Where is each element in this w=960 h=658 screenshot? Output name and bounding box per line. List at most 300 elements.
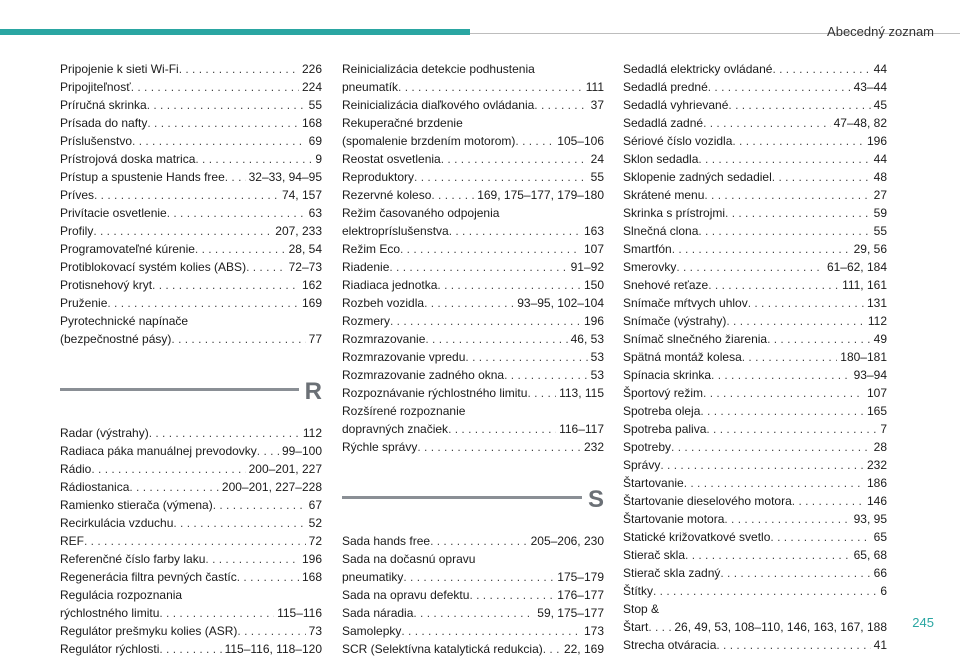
index-entry (623, 348, 887, 366)
index-entry (60, 204, 322, 222)
page-reference[interactable]: 196 (583, 314, 604, 328)
index-term: Sedadlá predné (623, 80, 708, 94)
page-reference[interactable]: 207, 233 (275, 224, 322, 238)
dot-leader (648, 618, 671, 636)
index-entry-line (342, 150, 604, 168)
page-reference[interactable]: 7 (880, 422, 887, 436)
index-entry-line (342, 96, 604, 114)
page-reference[interactable]: 59 (873, 206, 887, 220)
dot-leader (94, 186, 279, 204)
index-term: Sklopenie zadných sedadiel (623, 170, 772, 184)
index-entry (623, 636, 887, 654)
index-entry-line (623, 240, 887, 258)
index-entry (342, 438, 604, 456)
page-reference[interactable]: 200–201, 227 (248, 462, 322, 476)
index-entry-line (60, 222, 322, 240)
page-reference[interactable]: 186 (866, 476, 887, 490)
index-entry-line (342, 604, 604, 622)
page-reference[interactable]: 111, 161 (842, 278, 887, 292)
index-term: Strecha otváracia (623, 638, 717, 652)
dot-leader (147, 114, 299, 132)
page-reference[interactable]: 116–117 (559, 422, 604, 436)
index-entry (60, 496, 322, 514)
section-header-r (60, 370, 322, 424)
index-column-3 (623, 60, 887, 654)
index-entry (623, 402, 887, 420)
index-entry-line (342, 204, 604, 222)
page-reference[interactable]: 224 (301, 80, 322, 94)
dot-leader (660, 456, 864, 474)
index-entry-line (342, 348, 604, 366)
index-entry-line (60, 258, 322, 276)
page-reference[interactable]: 163 (583, 224, 604, 238)
index-term: Štartovanie dieselového motora (623, 494, 792, 508)
index-entry (60, 240, 322, 258)
index-term: Rezervné koleso (342, 188, 432, 202)
index-entry-line (60, 532, 322, 550)
index-entry (60, 442, 322, 460)
page-reference[interactable]: 115–116, 118–120 (224, 642, 322, 656)
index-term: Reproduktory (342, 170, 415, 184)
page-reference[interactable]: 146 (866, 494, 887, 508)
page-reference[interactable]: 24 (590, 152, 604, 166)
index-entry-line (342, 114, 604, 132)
page-reference[interactable]: 59, 175–177 (537, 606, 604, 620)
index-term: Regulácia rozpoznania (60, 588, 183, 602)
section-letter: S (582, 486, 604, 514)
index-entry (60, 478, 322, 496)
index-entry-line (623, 366, 887, 384)
page-reference[interactable]: 165 (866, 404, 887, 418)
index-entry (60, 622, 322, 640)
index-term: Sklon sedadla (623, 152, 699, 166)
index-entry-line (623, 312, 887, 330)
index-term: Snímače (výstrahy) (623, 314, 727, 328)
index-term: Štart (623, 620, 649, 634)
index-term: Protisnehový kryt (60, 278, 153, 292)
index-entry-line (623, 330, 887, 348)
index-entry-line (623, 546, 887, 564)
page-reference[interactable]: 6 (880, 584, 887, 598)
page-reference[interactable]: 55 (873, 224, 887, 238)
page-reference[interactable]: 46, 53 (570, 332, 604, 346)
index-entry-line (342, 168, 604, 186)
index-entry-line (342, 60, 604, 78)
index-term: Stierač skla zadný (623, 566, 721, 580)
dot-leader (129, 478, 219, 496)
index-entry-line (623, 618, 887, 636)
page-reference[interactable]: 196 (866, 134, 887, 148)
dot-leader (417, 438, 581, 456)
page-reference[interactable]: 28 (873, 440, 887, 454)
page-reference[interactable]: 232 (583, 440, 604, 454)
index-term: rýchlostného limitu (60, 606, 160, 620)
index-entry-line (623, 168, 887, 186)
index-entry-line (60, 550, 322, 568)
dot-leader (237, 622, 305, 640)
index-entry (623, 474, 887, 492)
index-term: Stierač skla (623, 548, 686, 562)
page-reference[interactable]: 162 (301, 278, 322, 292)
section-divider (60, 388, 322, 391)
dot-leader (543, 640, 561, 658)
index-entry (60, 60, 322, 78)
page-reference[interactable]: 200–201, 227–228 (221, 480, 322, 494)
page-reference[interactable]: 168 (301, 570, 322, 584)
index-term: pneumatík (342, 80, 399, 94)
index-entry (60, 568, 322, 586)
index-entry-line (60, 114, 322, 132)
index-entry (623, 564, 887, 582)
index-entry (623, 150, 887, 168)
dot-leader (698, 150, 870, 168)
index-entry (623, 132, 887, 150)
index-entry-line (60, 514, 322, 532)
page-reference[interactable]: 176–177 (557, 588, 604, 602)
index-term: Spínacia skrinka (623, 368, 712, 382)
page-reference[interactable]: 112 (302, 426, 322, 440)
page-reference[interactable]: 44 (873, 62, 887, 76)
dot-leader (703, 384, 864, 402)
dot-leader (504, 366, 588, 384)
page-reference[interactable]: 66 (873, 566, 887, 580)
index-term: pneumatiky (342, 570, 404, 584)
page-reference[interactable]: 67 (308, 498, 322, 512)
page-reference[interactable]: 26, 49, 53, 108–110, 146, 163, 167, 188 (674, 620, 887, 634)
dot-leader (772, 60, 870, 78)
index-entry (60, 424, 322, 442)
dot-leader (237, 568, 299, 586)
index-term: Štartovanie motora (623, 512, 725, 526)
index-term: Riadiaca jednotka (342, 278, 438, 292)
index-entry-line (623, 564, 887, 582)
index-term: Ramienko stierača (výmena) (60, 498, 213, 512)
index-term: Spotreby (623, 440, 672, 454)
dot-leader (257, 442, 279, 460)
index-entry-line (342, 132, 604, 150)
page-reference[interactable]: 115–116 (277, 606, 322, 620)
dot-leader (93, 222, 272, 240)
index-entry (342, 312, 604, 330)
index-entry (342, 532, 604, 550)
index-entry-line (342, 420, 604, 438)
dot-leader (653, 582, 877, 600)
page-reference[interactable]: 69 (308, 134, 322, 148)
index-term: REF (60, 534, 84, 548)
index-entry (342, 276, 604, 294)
page-reference[interactable]: 44 (873, 152, 887, 166)
index-entry-line (342, 276, 604, 294)
page-reference[interactable]: 196 (301, 552, 322, 566)
dot-leader (424, 294, 514, 312)
index-entry (623, 600, 887, 636)
index-term: Rádiostanica (60, 480, 130, 494)
dot-leader (195, 240, 286, 258)
index-entry-line (623, 510, 887, 528)
dot-leader (708, 276, 839, 294)
index-term: Snímač slnečného žiarenia (623, 332, 768, 346)
index-entry-line (623, 348, 887, 366)
dot-leader (726, 312, 865, 330)
index-entry (623, 420, 887, 438)
index-term: Rozpoznávanie rýchlostného limitu (342, 386, 528, 400)
index-entry (60, 78, 322, 96)
index-entry (60, 186, 322, 204)
index-term: Príslušenstvo (60, 134, 133, 148)
page-reference[interactable]: 63 (308, 206, 322, 220)
page-reference[interactable]: 113, 115 (559, 386, 604, 400)
page-reference[interactable]: 93–95, 102–104 (517, 296, 604, 310)
page-header-title: Abecedný zoznam (827, 24, 934, 39)
dot-leader (704, 186, 870, 204)
index-term: Slnečná clona (623, 224, 699, 238)
page-reference[interactable]: 53 (590, 368, 604, 382)
index-term: Prístup a spustenie Hands free (60, 170, 225, 184)
index-term: Regulátor prešmyku kolies (ASR) (60, 624, 238, 638)
page-reference[interactable]: 45 (873, 98, 887, 112)
page-reference[interactable]: 48 (873, 170, 887, 184)
page-reference[interactable]: 232 (866, 458, 887, 472)
page-reference[interactable]: 37 (590, 98, 604, 112)
index-entry (342, 60, 604, 96)
page-reference[interactable]: 41 (873, 638, 887, 652)
index-term: Správy (623, 458, 661, 472)
dot-leader (720, 564, 870, 582)
index-term: Rádio (60, 462, 92, 476)
index-entry-line (342, 258, 604, 276)
index-entry-line (342, 568, 604, 586)
dot-leader (706, 420, 877, 438)
page-reference[interactable]: 29, 56 (853, 242, 887, 256)
index-entry (60, 168, 322, 186)
page-reference[interactable]: 150 (583, 278, 604, 292)
index-term: Spotreba paliva (623, 422, 707, 436)
page-reference[interactable]: 9 (315, 152, 322, 166)
page-reference[interactable]: 173 (583, 624, 604, 638)
page-reference[interactable]: 61–62, 184 (826, 260, 887, 274)
index-entry (623, 78, 887, 96)
index-entry-line (623, 96, 887, 114)
dot-leader (772, 168, 871, 186)
page-reference[interactable]: 205–206, 230 (530, 534, 604, 548)
dot-leader (437, 276, 581, 294)
index-term: Spätná montáž kolesa (623, 350, 742, 364)
index-entry (623, 438, 887, 456)
index-term: Sedadlá vyhrievané (623, 98, 729, 112)
page-reference[interactable]: 74, 157 (281, 188, 322, 202)
dot-leader (671, 438, 871, 456)
index-entry (342, 114, 604, 150)
index-entry-line (342, 532, 604, 550)
index-entry (623, 384, 887, 402)
index-entry-line (623, 132, 887, 150)
index-entry-line (623, 204, 887, 222)
index-entry (342, 604, 604, 622)
index-entry-line (623, 528, 887, 546)
index-term: Štartovanie (623, 476, 684, 490)
page-reference[interactable]: 55 (590, 170, 604, 184)
page-reference[interactable]: 55 (308, 98, 322, 112)
index-entry (623, 546, 887, 564)
page-reference[interactable]: 168 (301, 116, 322, 130)
dot-leader (389, 258, 567, 276)
page-reference[interactable]: 93–94 (853, 368, 887, 382)
index-entry (342, 204, 604, 240)
page-reference[interactable]: 65, 68 (853, 548, 887, 562)
index-entry-line (623, 438, 887, 456)
index-entry (342, 150, 604, 168)
index-term: Spotreba oleja (623, 404, 701, 418)
index-entry-line (623, 258, 887, 276)
dot-leader (698, 222, 870, 240)
index-term: Radiaca páka manuálnej prevodovky (60, 444, 257, 458)
index-entry (342, 366, 604, 384)
index-entry (623, 312, 887, 330)
index-entry-line (623, 78, 887, 96)
page-reference[interactable]: 43–44 (853, 80, 887, 94)
page-reference[interactable]: 111 (585, 80, 604, 94)
index-term: Pripojiteľnosť (60, 80, 131, 94)
index-term: Snehové reťaze (623, 278, 709, 292)
index-term: Rozšírené rozpoznanie (342, 404, 466, 418)
page-reference[interactable]: 77 (308, 332, 322, 346)
page-reference[interactable]: 73 (308, 624, 322, 638)
index-term: Športový režim (623, 386, 704, 400)
index-entry (60, 514, 322, 532)
dot-leader (414, 168, 588, 186)
index-entry-line (60, 78, 322, 96)
page-reference[interactable]: 52 (308, 516, 322, 530)
page-reference[interactable]: 107 (583, 242, 604, 256)
index-entry-line (623, 456, 887, 474)
page-reference[interactable]: 131 (866, 296, 887, 310)
index-entry-line (60, 424, 322, 442)
index-entry-line (623, 474, 887, 492)
index-entry-line (342, 402, 604, 420)
index-entry (623, 528, 887, 546)
page-reference[interactable]: 91–92 (570, 260, 604, 274)
page-reference[interactable]: 226 (301, 62, 322, 76)
page-reference[interactable]: 32–33, 94–95 (248, 170, 322, 184)
page-reference[interactable]: 99–100 (281, 444, 322, 458)
index-term: Radar (výstrahy) (60, 426, 149, 440)
index-entry-line (60, 96, 322, 114)
index-entry-line (623, 186, 887, 204)
dot-leader (425, 330, 567, 348)
dot-leader (398, 78, 583, 96)
dot-leader (400, 240, 581, 258)
index-term: Režim Eco (342, 242, 401, 256)
page-reference[interactable]: 72–73 (288, 260, 322, 274)
index-entry (623, 366, 887, 384)
dot-leader (676, 258, 824, 276)
index-term: Programovateľné kúrenie (60, 242, 195, 256)
page-reference[interactable]: 22, 169 (563, 642, 604, 656)
page-reference[interactable]: 180–181 (840, 350, 887, 364)
page-reference[interactable]: 169 (301, 296, 322, 310)
index-entry-line (342, 312, 604, 330)
dot-leader (390, 312, 581, 330)
page-reference[interactable]: 175–179 (557, 570, 604, 584)
index-entry-line (623, 636, 887, 654)
index-entry-line (60, 460, 322, 478)
index-entry (342, 550, 604, 586)
page-reference[interactable]: 112 (867, 314, 887, 328)
page-reference[interactable]: 27 (873, 188, 887, 202)
page-reference[interactable]: 105–106 (557, 134, 604, 148)
index-entry-line (60, 640, 322, 658)
page-reference[interactable]: 53 (590, 350, 604, 364)
dot-leader (711, 366, 851, 384)
index-entry-line (60, 132, 322, 150)
index-column-2 (342, 60, 604, 658)
index-entry (342, 168, 604, 186)
index-entry (623, 330, 887, 348)
index-term: SCR (Selektívna katalytická redukcia) (342, 642, 543, 656)
index-entry (623, 204, 887, 222)
page-reference[interactable]: 72 (308, 534, 322, 548)
index-entry-line (342, 438, 604, 456)
dot-leader (732, 132, 864, 150)
index-term: Reinicializácia diaľkového ovládania (342, 98, 535, 112)
page-reference[interactable]: 65 (873, 530, 887, 544)
index-entry (60, 586, 322, 622)
section-letter: R (299, 378, 322, 406)
page-reference[interactable]: 49 (873, 332, 887, 346)
page-reference[interactable]: 28, 54 (288, 242, 322, 256)
index-entry-line (342, 222, 604, 240)
index-entry-line (60, 294, 322, 312)
index-entry-line (342, 586, 604, 604)
index-term: Pyrotechnické napínače (60, 314, 189, 328)
index-term: Skrinka s prístrojmi (623, 206, 726, 220)
index-term: Reostat osvetlenia (342, 152, 441, 166)
page-reference[interactable]: 47–48, 82 (833, 116, 887, 130)
dot-leader (403, 568, 554, 586)
dot-leader (748, 294, 864, 312)
index-entry-line (60, 204, 322, 222)
page-reference[interactable]: 107 (866, 386, 887, 400)
index-entry (342, 640, 604, 658)
index-term: Protiblokovací systém kolies (ABS) (60, 260, 247, 274)
index-entry-line (60, 442, 322, 460)
dot-leader (159, 640, 221, 658)
dot-leader (84, 532, 306, 550)
page-reference[interactable]: 169, 175–177, 179–180 (477, 188, 604, 202)
index-term: Pripojenie k sieti Wi-Fi (60, 62, 179, 76)
dot-leader (149, 424, 300, 442)
index-entry-line (342, 330, 604, 348)
index-term: Sada na dočasnú opravu (342, 552, 476, 566)
index-entry (342, 622, 604, 640)
index-entry (342, 96, 604, 114)
index-entry-line (623, 294, 887, 312)
index-entry (623, 114, 887, 132)
dot-leader (173, 514, 305, 532)
index-entry (60, 640, 322, 658)
dot-leader (441, 150, 588, 168)
index-entry (342, 186, 604, 204)
dot-leader (742, 348, 838, 366)
index-term: Sedadlá elektricky ovládané (623, 62, 773, 76)
page-reference[interactable]: 93, 95 (853, 512, 887, 526)
index-entry (342, 330, 604, 348)
dot-leader (725, 204, 871, 222)
dot-leader (225, 168, 246, 186)
index-entry (60, 96, 322, 114)
index-entry-line (60, 496, 322, 514)
index-entry-line (342, 186, 604, 204)
